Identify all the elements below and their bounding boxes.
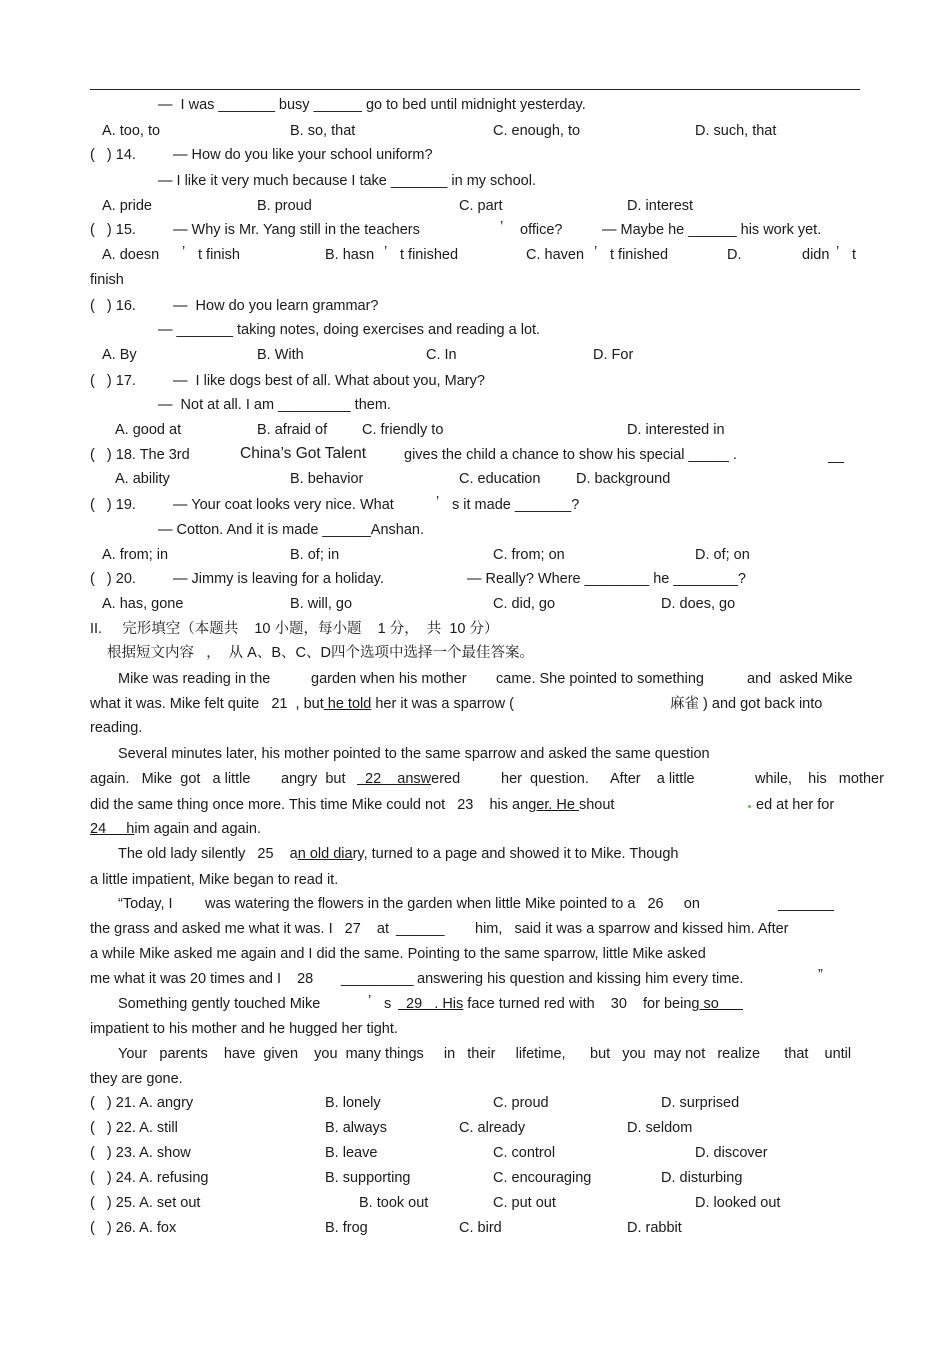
- passage-p14-underline2: so: [699, 996, 743, 1012]
- q22-number-option-a: ( ) 22. A. still: [90, 1120, 178, 1136]
- passage-p1d: and asked Mike: [747, 671, 853, 687]
- q20-number: ( ) 20.: [90, 571, 136, 587]
- passage-p2c: 麻雀 ) and got back into: [670, 696, 823, 712]
- q17-option-d: D. interested in: [627, 422, 725, 438]
- passage-p5c: ered: [431, 771, 461, 787]
- passage-p13a: me what it was 20 times and I 28: [90, 971, 314, 987]
- q18-option-c: C. education: [459, 471, 541, 487]
- passage-p8a: The old lady silently 25 a: [118, 846, 298, 862]
- passage-p13-blank: _________: [341, 971, 414, 987]
- passage-p5a: again. Mike got a little: [90, 771, 251, 787]
- q15-option-d-part3: finish: [90, 272, 124, 288]
- ink-dot: [748, 805, 751, 808]
- passage-p13b: answering his question and kissing him every time.: [417, 971, 744, 987]
- q24-number-option-a: ( ) 24. A. refusing: [90, 1170, 209, 1186]
- q15-line1c: — Maybe he ______ his work yet.: [602, 222, 822, 238]
- q14-option-d: D. interest: [627, 198, 694, 214]
- q14-line1: — How do you like your school uniform?: [173, 147, 433, 163]
- passage-p1a: Mike was reading in the: [118, 671, 271, 687]
- q15-option-d-apostrophe: ’: [836, 244, 840, 260]
- q18-show-title: China’s Got Talent: [240, 445, 367, 462]
- q16-number: ( ) 16.: [90, 298, 136, 314]
- q25-option-c: C. put out: [493, 1195, 556, 1211]
- q15-option-b-part2: t finished: [400, 247, 459, 263]
- passage-p6a: did the same thing once more. This time Mike could not 23 his an: [90, 797, 529, 813]
- q16-option-d: D. For: [593, 347, 634, 363]
- q15-option-c-part1: C. haven: [526, 247, 585, 263]
- passage-p17: they are gone.: [90, 1071, 183, 1087]
- passage-p5-blank: [357, 770, 460, 788]
- q20-option-d: D. does, go: [661, 596, 736, 612]
- q15-number: ( ) 15.: [90, 222, 136, 238]
- q13-option-b: B. so, that: [290, 123, 356, 139]
- q18-trailing-dash: [828, 462, 844, 463]
- q26-option-d: D. rabbit: [627, 1220, 682, 1236]
- q19-option-b: B. of; in: [290, 547, 340, 563]
- q15-option-c-part2: t finished: [610, 247, 669, 263]
- passage-p3: reading.: [90, 720, 143, 736]
- q24-option-c: C. encouraging: [493, 1170, 592, 1186]
- top-rule: [90, 89, 860, 90]
- q17-option-b: B. afraid of: [257, 422, 328, 438]
- q19-option-a: A. from; in: [102, 547, 169, 563]
- passage-p1c: came. She pointed to something: [496, 671, 704, 687]
- q13-option-a: A. too, to: [102, 123, 161, 139]
- q15-option-c-apostrophe: ’: [594, 244, 598, 260]
- q21-option-d: D. surprised: [661, 1095, 740, 1111]
- q17-line1: — I like dogs best of all. What about you, Mary?: [173, 373, 485, 389]
- section2-heading: II. 完形填空（本题共 10 小题，每小题 1 分， 共 10 分）: [90, 621, 499, 637]
- passage-p6-underline: ger. He: [528, 797, 579, 813]
- passage-p14c: s: [384, 996, 392, 1012]
- passage-p2: [90, 695, 514, 713]
- passage-p16b: but you may not realize that until: [590, 1046, 852, 1062]
- q15-option-a-part2: t finish: [198, 247, 240, 263]
- q23-option-b: B. leave: [325, 1145, 378, 1161]
- passage-p5b: angry but: [281, 771, 346, 787]
- q21-option-b: B. lonely: [325, 1095, 381, 1111]
- passage-p8b: ry, turned to a page and showed it to Mike. Though: [352, 846, 679, 862]
- q16-option-c: C. In: [426, 347, 457, 363]
- passage-p14d: face turned red with 30 for being: [463, 996, 700, 1012]
- q15-line1a: — Why is Mr. Yang still in the teachers: [173, 222, 420, 238]
- q16-option-b: B. With: [257, 347, 304, 363]
- q25-number-option-a: ( ) 25. A. set out: [90, 1195, 201, 1211]
- passage-p11a: the grass and asked me what it was. I 27 at: [90, 921, 390, 937]
- q20-line2: — Really? Where ________ he ________?: [467, 571, 746, 587]
- q22-option-d: D. seldom: [627, 1120, 693, 1136]
- q16-line2: — _______ taking notes, doing exercises and reading a lot.: [158, 322, 541, 338]
- q25-option-d: D. looked out: [695, 1195, 781, 1211]
- passage-p2b: her it was a sparrow (: [371, 696, 514, 712]
- q15-option-d-label: D.: [727, 247, 742, 263]
- q19-line2: — Cotton. And it is made ______Anshan.: [158, 522, 425, 538]
- q23-option-c: C. control: [493, 1145, 556, 1161]
- q17-option-a: A. good at: [115, 422, 182, 438]
- q18-number: ( ) 18. The 3rd: [90, 447, 190, 463]
- q19-apostrophe: ’: [436, 494, 440, 510]
- q15-option-b-apostrophe: ’: [384, 244, 388, 260]
- q19-line1b: s it made _______?: [452, 497, 580, 513]
- passage-p13c: ”: [818, 967, 823, 983]
- q20-option-c: C. did, go: [493, 596, 556, 612]
- q26-option-b: B. frog: [325, 1220, 368, 1236]
- q16-line1: — How do you learn grammar?: [173, 298, 379, 314]
- passage-p6c: ed at her for: [756, 797, 835, 813]
- q26-option-c: C. bird: [459, 1220, 502, 1236]
- q14-option-a: A. pride: [102, 198, 152, 214]
- passage-p2a: what it was. Mike felt quite 21 , but: [90, 696, 324, 712]
- q24-option-d: D. disturbing: [661, 1170, 743, 1186]
- passage-p15: impatient to his mother and he hugged her tight.: [90, 1021, 398, 1037]
- q17-number: ( ) 17.: [90, 373, 136, 389]
- q13-option-d: D. such, that: [695, 123, 777, 139]
- q22-option-b: B. always: [325, 1120, 388, 1136]
- q21-option-c: C. proud: [493, 1095, 549, 1111]
- q15-line1b: office?: [520, 222, 563, 238]
- passage-p14a: Something gently touched Mike: [118, 996, 321, 1012]
- passage-p10-blank-line: [778, 910, 834, 911]
- q16-option-a: A. By: [102, 347, 137, 363]
- passage-p14-rest: [398, 995, 743, 1013]
- passage-p1b: garden when his mother: [311, 671, 467, 687]
- passage-p8: [118, 845, 679, 863]
- q26-number-option-a: ( ) 26. A. fox: [90, 1220, 177, 1236]
- q20-line1: — Jimmy is leaving for a holiday.: [173, 571, 384, 587]
- passage-p10a: “Today, I: [118, 896, 173, 912]
- q25-option-b: B. took out: [359, 1195, 429, 1211]
- q19-number: ( ) 19.: [90, 497, 136, 513]
- passage-p6b: shout: [578, 797, 615, 813]
- passage-p14-underline1: 29 . His: [398, 996, 464, 1012]
- passage-p7-underline: 24 h: [90, 821, 135, 837]
- passage-p8-underline: n old dia: [297, 846, 353, 862]
- passage-p16a: Your parents have given you many things in their lifetime,: [118, 1046, 566, 1062]
- q19-line1a: — Your coat looks very nice. What: [173, 497, 394, 513]
- q14-number: ( ) 14.: [90, 147, 136, 163]
- q18-option-a: A. ability: [115, 471, 170, 487]
- passage-p4: Several minutes later, his mother pointed to the same sparrow and asked the same question: [118, 746, 710, 762]
- passage-p11-blank: ______: [396, 921, 445, 937]
- q14-option-c: C. part: [459, 198, 503, 214]
- q22-option-c: C. already: [459, 1120, 526, 1136]
- passage-p6: [90, 796, 614, 814]
- q24-option-b: B. supporting: [325, 1170, 411, 1186]
- passage-p7: [90, 820, 261, 838]
- passage-p2-underline: he told: [323, 696, 372, 712]
- q14-option-b: B. proud: [257, 198, 312, 214]
- q18-rest: gives the child a chance to show his special _____ .: [404, 447, 737, 463]
- q19-option-c: C. from; on: [493, 547, 565, 563]
- passage-p5d: her question.: [501, 771, 589, 787]
- q15-option-d-part2: t: [852, 247, 857, 263]
- q14-line2: — I like it very much because I take _______ in my school.: [158, 173, 536, 189]
- passage-p9: a little impatient, Mike began to read it.: [90, 872, 339, 888]
- passage-p10b: was watering the flowers in the garden when little Mike pointed to a 26 on: [205, 896, 700, 912]
- passage-p11b: him, said it was a sparrow and kissed him. After: [475, 921, 789, 937]
- q13-option-c: C. enough, to: [493, 123, 581, 139]
- q15-option-d-part1: didn: [802, 247, 830, 263]
- q17-line2: — Not at all. I am _________ them.: [158, 397, 391, 413]
- q20-option-a: A. has, gone: [102, 596, 184, 612]
- passage-p5f: while, his mother: [755, 771, 884, 787]
- passage-p12: a while Mike asked me again and I did the same. Pointing to the same sparrow, little Mike asked: [90, 946, 706, 962]
- q20-option-b: B. will, go: [290, 596, 353, 612]
- passage-p5e: After a little: [610, 771, 695, 787]
- q23-number-option-a: ( ) 23. A. show: [90, 1145, 191, 1161]
- q15-apostrophe: ’: [500, 219, 504, 235]
- passage-p7b: im again and again.: [134, 821, 261, 837]
- q17-option-c: C. friendly to: [362, 422, 444, 438]
- q18-option-d: D. background: [576, 471, 671, 487]
- q19-option-d: D. of; on: [695, 547, 750, 563]
- q15-option-b-part1: B. hasn: [325, 247, 375, 263]
- passage-p5-underline: 22 answ: [357, 771, 432, 787]
- q15-option-a-part1: A. doesn: [102, 247, 160, 263]
- q21-number-option-a: ( ) 21. A. angry: [90, 1095, 194, 1111]
- q23-option-d: D. discover: [695, 1145, 768, 1161]
- q18-option-b: B. behavior: [290, 471, 364, 487]
- passage-p14-apostrophe: ’: [368, 993, 372, 1009]
- q13-stem: — I was _______ busy ______ go to bed until midnight yesterday.: [158, 97, 586, 113]
- section2-instruction: 根据短文内容 ， 从 A、B、C、D四个选项中选择一个最佳答案。: [107, 645, 534, 661]
- q15-option-a-apostrophe: ’: [182, 244, 186, 260]
